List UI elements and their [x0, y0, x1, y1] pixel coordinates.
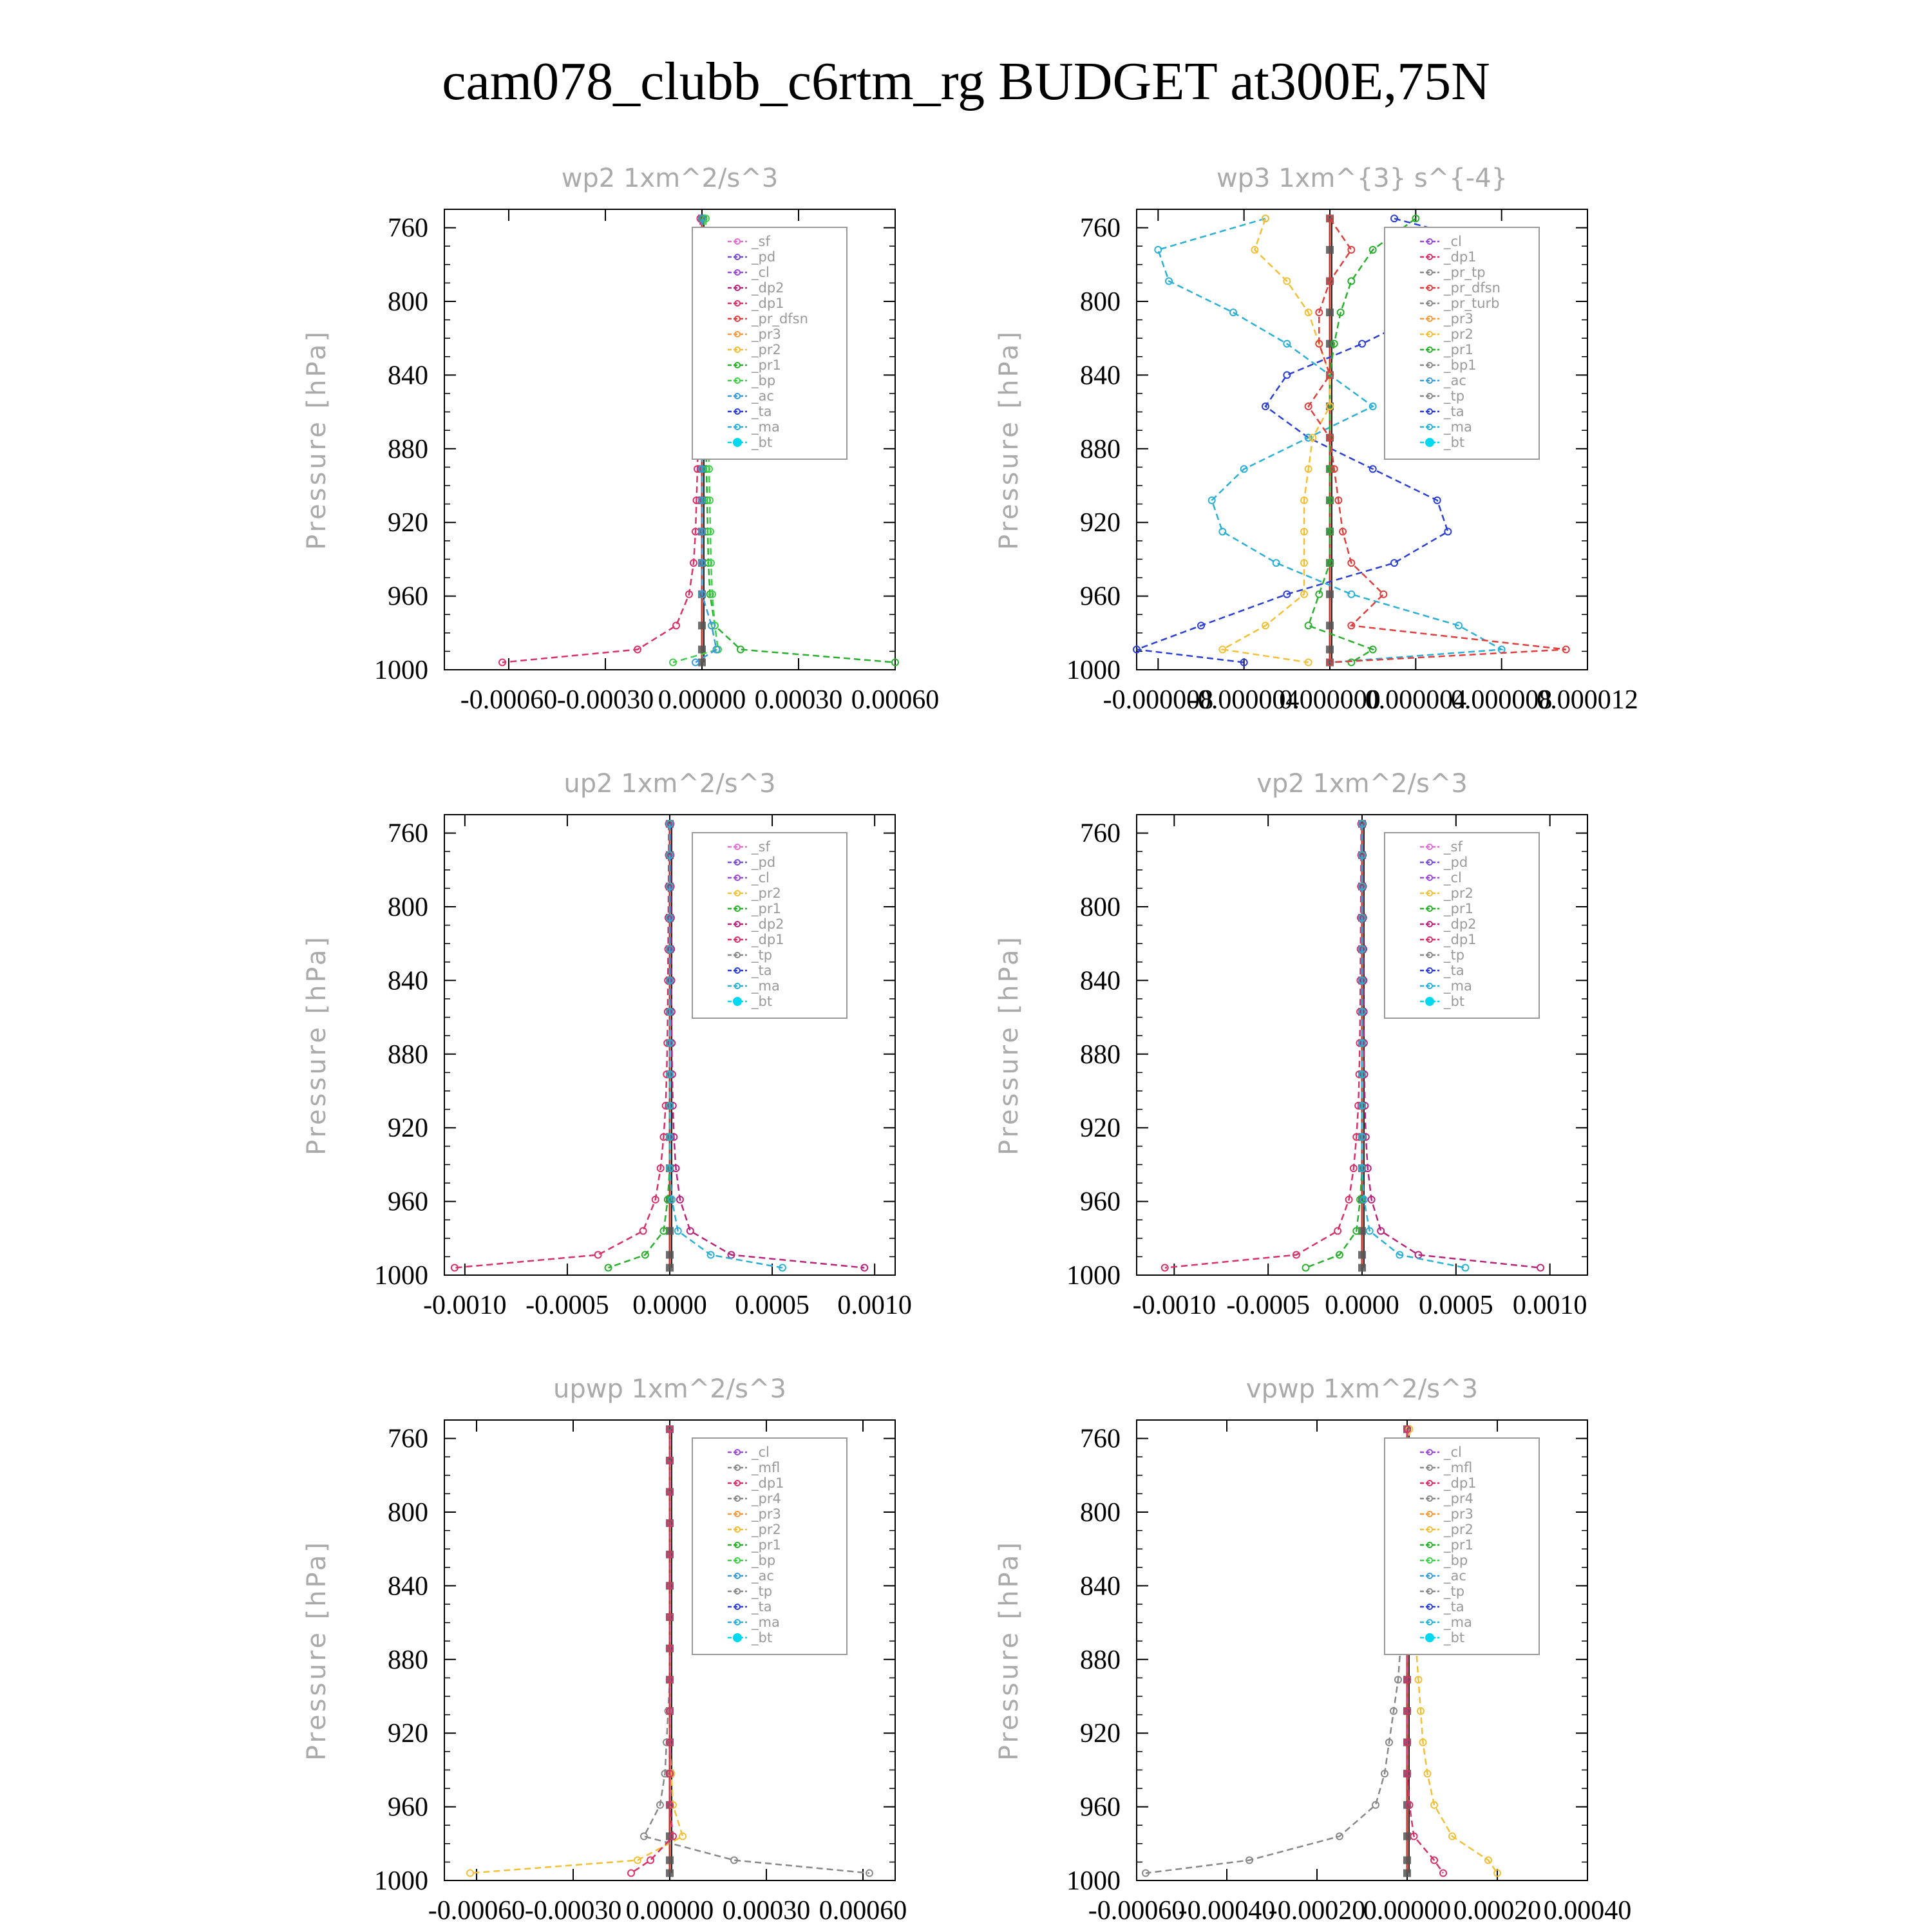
- x-tick-label: 0.00040: [1543, 1896, 1632, 1926]
- legend-label: _dp2: [752, 916, 784, 932]
- zero-profile-marker: [1403, 1857, 1411, 1864]
- zero-profile-marker: [1358, 1251, 1366, 1259]
- legend-label: _ma: [752, 1615, 780, 1630]
- chart-panel-4: [994, 769, 1587, 1320]
- y-tick-label: 1000: [1066, 1261, 1121, 1291]
- y-tick-label: 920: [1080, 1719, 1121, 1749]
- zero-profile-marker: [666, 1264, 674, 1272]
- series-point-dp1: [673, 622, 679, 629]
- y-tick-label: 880: [388, 434, 428, 464]
- series-point-dp1: [628, 1870, 634, 1877]
- panel-title: up2 1xm^2/s^3: [564, 769, 776, 799]
- y-tick-label: 840: [388, 361, 428, 391]
- zero-profile-marker: [1403, 1832, 1411, 1840]
- legend-label: _sf: [1444, 839, 1463, 855]
- legend-label: _mfl: [1444, 1460, 1473, 1475]
- legend-label: _dp1: [752, 1475, 784, 1491]
- legend-label: _pr1: [1444, 901, 1473, 916]
- zero-profile-marker: [1403, 1870, 1411, 1877]
- legend-label: _ma: [752, 419, 780, 435]
- y-tick-label: 920: [388, 1113, 428, 1144]
- y-tick-label: 920: [1080, 1113, 1121, 1144]
- zero-profile-marker: [1326, 591, 1334, 598]
- legend-label: _pr2: [1444, 327, 1473, 342]
- legend-label: _pr_turb: [1444, 296, 1500, 311]
- legend-label: _pr2: [1444, 886, 1473, 901]
- legend-label: _cl: [1444, 1444, 1462, 1460]
- series-point-dp1: [640, 1227, 647, 1234]
- series-point-ta: [1359, 341, 1365, 347]
- chart-panel-6: [994, 1374, 1631, 1926]
- legend-label: _dp1: [752, 296, 784, 311]
- legend-label: _pr_dfsn: [752, 311, 808, 327]
- chart-panel-3: [302, 769, 912, 1320]
- y-tick-label: 840: [1080, 966, 1121, 996]
- series-point-dp2: [1537, 1265, 1544, 1271]
- series-point-pr1: [1303, 1265, 1309, 1271]
- legend-label: _dp2: [752, 280, 784, 296]
- legend-label: _dp1: [1444, 932, 1477, 947]
- legend-label: _bp1: [1444, 357, 1477, 373]
- zero-profile-marker: [698, 646, 706, 654]
- legend-label: _bt: [1444, 1630, 1465, 1645]
- series-line-dp1: [502, 218, 701, 662]
- x-tick-label: 0.00060: [819, 1896, 907, 1926]
- legend-label: _ta: [1444, 1599, 1464, 1615]
- legend-label: _pr1: [752, 901, 781, 916]
- legend-label: _pr2: [752, 1522, 781, 1537]
- legend-label: _pd: [752, 855, 776, 870]
- x-tick-label: 0.0005: [735, 1291, 810, 1320]
- x-tick-label: -0.00030: [556, 685, 654, 715]
- legend-label: _cl: [752, 265, 770, 280]
- legend-label: _ta: [752, 1599, 772, 1615]
- series-point-ma: [1348, 591, 1354, 598]
- legend-label: _pr2: [752, 342, 781, 357]
- y-tick-label: 800: [1080, 1498, 1121, 1528]
- x-tick-label: 0.0000: [1325, 1291, 1399, 1320]
- legend-marker: [1426, 998, 1434, 1005]
- x-tick-label: -0.00040: [1178, 1896, 1276, 1926]
- y-tick-label: 1000: [1066, 656, 1121, 685]
- x-tick-label: 0.000008: [1450, 685, 1553, 715]
- zero-profile-marker: [666, 1251, 674, 1259]
- y-tick-label: 840: [388, 966, 428, 996]
- legend-label: _ac: [1444, 1568, 1466, 1584]
- legend-label: _ma: [1444, 1615, 1472, 1630]
- y-tick-label: 800: [388, 893, 428, 922]
- figure-title: cam078_clubb_c6rtm_rg BUDGET at300E,75N: [442, 52, 1490, 111]
- series-line-dp1: [455, 824, 669, 1267]
- legend-label: _cl: [752, 1444, 770, 1460]
- legend-label: _cl: [752, 870, 770, 886]
- y-axis-label: Pressure [hPa]: [302, 329, 332, 550]
- y-tick-label: 760: [1080, 213, 1121, 243]
- legend-label: _pr3: [752, 1506, 781, 1522]
- legend-label: _sf: [752, 839, 770, 855]
- legend-label: _dp1: [1444, 249, 1477, 265]
- legend-label: _pr4: [1444, 1491, 1473, 1506]
- y-tick-label: 880: [1080, 1645, 1121, 1675]
- legend-marker: [734, 998, 741, 1005]
- zero-profile-marker: [1326, 621, 1334, 629]
- y-tick-label: 840: [1080, 361, 1121, 391]
- y-axis-label: Pressure [hPa]: [994, 1540, 1024, 1761]
- legend-label: _tp: [752, 947, 773, 963]
- legend-label: _ma: [752, 978, 780, 994]
- legend-label: _mfl: [752, 1460, 781, 1475]
- y-tick-label: 1000: [374, 656, 428, 685]
- legend-label: _pd: [752, 249, 776, 265]
- y-tick-label: 760: [388, 819, 428, 849]
- x-tick-label: -0.000004: [1188, 685, 1300, 715]
- series-point-ma: [1273, 560, 1280, 566]
- y-tick-label: 920: [388, 508, 428, 538]
- y-tick-label: 760: [1080, 1424, 1121, 1454]
- legend-label: _dp2: [1444, 916, 1477, 932]
- zero-profile-marker: [1326, 646, 1334, 654]
- y-tick-label: 920: [1080, 508, 1121, 538]
- series-point-ta: [1391, 560, 1397, 566]
- y-tick-label: 880: [388, 1039, 428, 1070]
- x-tick-label: -0.00030: [524, 1896, 622, 1926]
- legend-label: _cl: [1444, 234, 1462, 249]
- chart-panel-5: [302, 1374, 907, 1926]
- y-axis-label: Pressure [hPa]: [994, 329, 1024, 550]
- y-tick-label: 760: [388, 213, 428, 243]
- legend-label: _pr1: [1444, 342, 1473, 357]
- x-tick-label: -0.0005: [1226, 1291, 1310, 1320]
- legend-label: _ac: [752, 388, 774, 404]
- legend-label: _bt: [1444, 435, 1465, 450]
- x-tick-label: -0.000008: [1103, 685, 1214, 715]
- legend-label: _ta: [752, 404, 772, 419]
- x-tick-label: -0.0010: [423, 1291, 507, 1320]
- series-point-pr_dfsn: [1380, 591, 1387, 598]
- legend-label: _ma: [1444, 419, 1472, 435]
- legend-label: _tp: [1444, 1584, 1465, 1599]
- legend-label: _ta: [752, 963, 772, 978]
- y-tick-label: 840: [1080, 1571, 1121, 1602]
- y-tick-label: 960: [1080, 582, 1121, 612]
- panel-title: vp2 1xm^2/s^3: [1256, 769, 1468, 799]
- zero-profile-marker: [666, 1857, 674, 1864]
- x-tick-label: 0.0000: [632, 1291, 707, 1320]
- x-tick-label: -0.00060: [460, 685, 558, 715]
- legend-label: _pr2: [1444, 1522, 1473, 1537]
- legend-label: _ta: [1444, 963, 1464, 978]
- x-tick-label: -0.00020: [1268, 1896, 1366, 1926]
- zero-profile-marker: [1326, 308, 1334, 316]
- y-tick-label: 1000: [374, 1866, 428, 1896]
- legend-marker: [1426, 1634, 1434, 1642]
- panel-title: wp3 1xm^{3} s^{-4}: [1216, 164, 1508, 193]
- chart-panel-2: [994, 164, 1638, 715]
- y-tick-label: 840: [388, 1571, 428, 1602]
- series-line-tp: [1146, 1429, 1407, 1873]
- legend-label: _dp1: [752, 932, 784, 947]
- legend-label: _bt: [752, 1630, 773, 1645]
- y-tick-label: 880: [1080, 434, 1121, 464]
- x-tick-label: 0.00000: [1363, 1896, 1452, 1926]
- legend-label: _pr2: [752, 886, 781, 901]
- x-tick-label: 0.00030: [754, 685, 843, 715]
- x-tick-label: 0.00000: [625, 1896, 714, 1926]
- legend-label: _pr4: [752, 1491, 781, 1506]
- series-point-pr_dfsn: [1348, 247, 1354, 253]
- y-tick-label: 920: [388, 1719, 428, 1749]
- legend-label: _ma: [1444, 978, 1472, 994]
- series-point-dp1: [647, 1857, 654, 1864]
- legend-label: _ac: [1444, 373, 1466, 388]
- legend-marker: [734, 439, 741, 446]
- x-tick-label: 0.00030: [722, 1896, 811, 1926]
- y-tick-label: 880: [388, 1645, 428, 1675]
- legend-label: _dp1: [1444, 1475, 1477, 1491]
- legend-label: _pr_tp: [1444, 265, 1486, 280]
- y-tick-label: 800: [388, 287, 428, 317]
- y-tick-label: 960: [1080, 1187, 1121, 1217]
- legend-label: _cl: [1444, 870, 1462, 886]
- legend-label: _tp: [1444, 947, 1465, 963]
- y-axis-label: Pressure [hPa]: [302, 1540, 332, 1761]
- y-tick-label: 960: [388, 1187, 428, 1217]
- x-tick-label: 0.0005: [1419, 1291, 1493, 1320]
- legend-label: _tp: [752, 1584, 773, 1599]
- series-point-ta: [1283, 372, 1290, 378]
- x-tick-label: -0.00060: [1088, 1896, 1186, 1926]
- legend-label: _bt: [1444, 994, 1465, 1009]
- y-axis-label: Pressure [hPa]: [302, 934, 332, 1155]
- x-tick-label: 0.00060: [851, 685, 940, 715]
- series-point-pr2: [467, 1870, 473, 1877]
- x-tick-label: -0.00060: [428, 1896, 526, 1926]
- series-line-pr1: [609, 824, 670, 1267]
- x-tick-label: -0.0010: [1132, 1291, 1217, 1320]
- panel-title: vpwp 1xm^2/s^3: [1245, 1374, 1479, 1404]
- legend-label: _ac: [752, 1568, 774, 1584]
- legend-label: _pr1: [752, 357, 781, 373]
- x-tick-label: 0.00000: [658, 685, 746, 715]
- y-tick-label: 960: [388, 582, 428, 612]
- legend-label: _ta: [1444, 404, 1464, 419]
- legend-label: _bt: [752, 994, 773, 1009]
- y-tick-label: 760: [1080, 819, 1121, 849]
- legend-label: _sf: [752, 234, 770, 249]
- y-tick-label: 800: [1080, 287, 1121, 317]
- legend-label: _pr3: [752, 327, 781, 342]
- series-line-pr2: [470, 1429, 683, 1873]
- zero-profile-marker: [698, 621, 706, 629]
- zero-profile-marker: [666, 1870, 674, 1877]
- chart-panel-1: [302, 164, 939, 715]
- series-line-dp1: [1165, 824, 1361, 1267]
- y-tick-label: 1000: [1066, 1866, 1121, 1896]
- zero-profile-marker: [1358, 1264, 1366, 1272]
- y-tick-label: 960: [388, 1792, 428, 1823]
- legend-marker: [734, 1634, 741, 1642]
- legend-label: _bt: [752, 435, 773, 450]
- x-tick-label: 0.000012: [1537, 685, 1638, 715]
- y-tick-label: 760: [388, 1424, 428, 1454]
- y-axis-label: Pressure [hPa]: [994, 934, 1024, 1155]
- legend-label: _bp: [1444, 1553, 1468, 1568]
- y-tick-label: 960: [1080, 1792, 1121, 1823]
- panel-title: upwp 1xm^2/s^3: [553, 1374, 786, 1404]
- x-tick-label: 0.0010: [837, 1291, 912, 1320]
- x-tick-label: -0.0005: [526, 1291, 609, 1320]
- legend-marker: [1426, 439, 1434, 446]
- x-tick-label: 0.00020: [1453, 1896, 1542, 1926]
- y-tick-label: 800: [388, 1498, 428, 1528]
- legend-label: _pd: [1444, 855, 1468, 870]
- y-tick-label: 880: [1080, 1039, 1121, 1070]
- x-tick-label: 0.000000: [1279, 685, 1381, 715]
- legend-label: _pr1: [1444, 1537, 1473, 1553]
- x-tick-label: 0.0010: [1512, 1291, 1587, 1320]
- legend-label: _bp: [752, 1553, 776, 1568]
- series-line-pr1: [1306, 824, 1363, 1267]
- series-point-dp1: [1162, 1265, 1168, 1271]
- x-tick-label: 0.000004: [1365, 685, 1467, 715]
- legend-label: _tp: [1444, 388, 1465, 404]
- series-point-dp1: [595, 1252, 601, 1258]
- panel-title: wp2 1xm^2/s^3: [561, 164, 779, 193]
- y-tick-label: 800: [1080, 893, 1121, 922]
- legend-label: _bp: [752, 373, 776, 388]
- legend-label: _pr3: [1444, 311, 1473, 327]
- legend-label: _pr_dfsn: [1444, 280, 1501, 296]
- legend-label: _pr1: [752, 1537, 781, 1553]
- y-tick-label: 1000: [374, 1261, 428, 1291]
- zero-profile-marker: [1326, 246, 1334, 254]
- legend-label: _pr3: [1444, 1506, 1473, 1522]
